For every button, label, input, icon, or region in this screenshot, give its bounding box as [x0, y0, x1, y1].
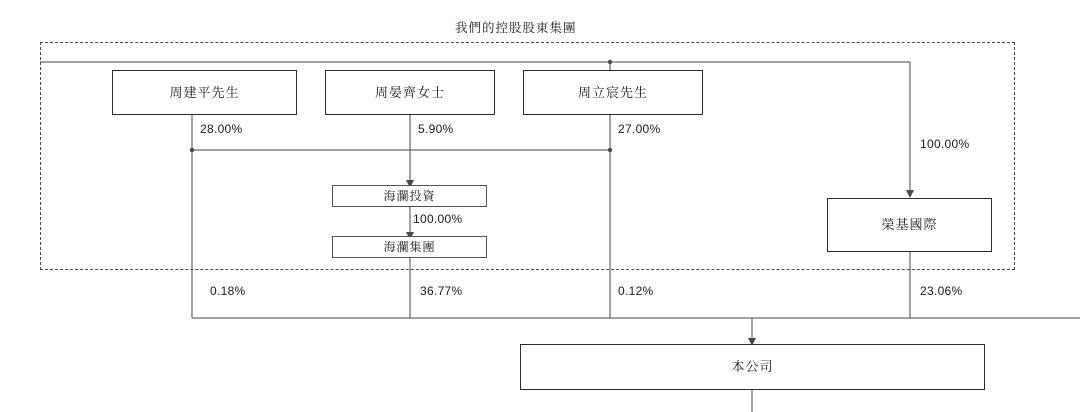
node-hailan-group[interactable]: 海瀾集團 — [332, 236, 487, 258]
edge-label-0-18-percent: 0.18% — [210, 284, 246, 298]
edge-label-100-percent-hailan: 100.00% — [413, 212, 463, 226]
node-hailan-investment[interactable]: 海瀾投資 — [332, 185, 487, 207]
controlling-shareholder-group-label: 我們的控股股東集團 — [455, 21, 577, 35]
node-rongji-international[interactable]: 榮基國際 — [827, 198, 992, 252]
node-zhou-lichen[interactable]: 周立宸先生 — [523, 70, 703, 115]
edge-label-28-percent: 28.00% — [200, 122, 243, 136]
node-company[interactable]: 本公司 — [520, 344, 985, 390]
edge-label-100-percent-rongji: 100.00% — [920, 137, 970, 151]
edge-label-5-90-percent: 5.90% — [418, 122, 454, 136]
node-zhou-jianping[interactable]: 周建平先生 — [112, 70, 297, 115]
edge-label-27-percent: 27.00% — [618, 122, 661, 136]
edge-label-23-06-percent: 23.06% — [920, 284, 963, 298]
edge-label-36-77-percent: 36.77% — [420, 284, 463, 298]
node-zhou-yanqi[interactable]: 周晏齊女士 — [325, 70, 495, 115]
edge-label-0-12-percent: 0.12% — [618, 284, 654, 298]
